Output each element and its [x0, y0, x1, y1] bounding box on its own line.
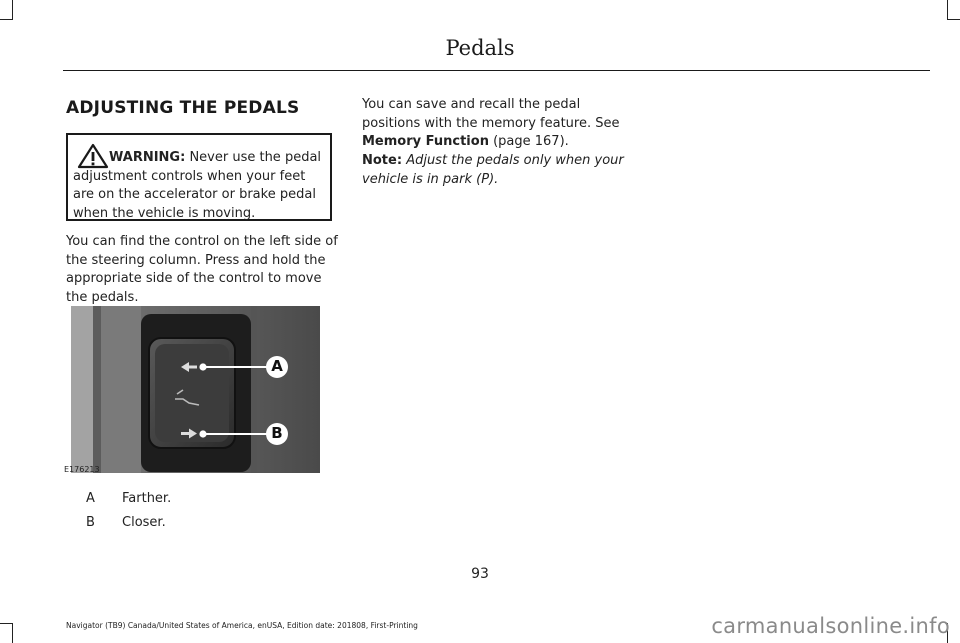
- body-paragraph: You can find the control on the left side of the steering column. Press and hold the appropriate side of the control to move the pedals.: [66, 234, 338, 305]
- crop-mark: [0, 623, 13, 624]
- note-text: Adjust the pedals only when your vehicle is in park (P).: [362, 153, 624, 187]
- memory-paragraph: [362, 96, 634, 152]
- memory-text: You can save and recall the pedal positions with the memory feature. See: [362, 97, 620, 131]
- note-label: Note:: [362, 153, 403, 168]
- legend-item: [86, 515, 166, 530]
- legend-text: Farther.: [122, 491, 172, 506]
- warning-triangle-icon: [76, 143, 110, 169]
- section-heading: ADJUSTING THE PEDALS: [66, 98, 300, 118]
- crop-mark: [0, 19, 13, 20]
- page-number: 93: [471, 566, 489, 582]
- note-paragraph: [362, 152, 634, 189]
- footer-text: Navigator (TB9) Canada/United States of America, enUSA, Edition date: 201808, First-Printing: [66, 621, 418, 630]
- memory-function-link[interactable]: Memory Function: [362, 134, 489, 149]
- crop-mark: [12, 623, 13, 643]
- crop-mark: [947, 0, 948, 20]
- legend-text: Closer.: [122, 515, 166, 530]
- crop-mark: [947, 19, 960, 20]
- figure-code: E176213: [64, 465, 100, 474]
- legend-letter: A: [86, 491, 95, 506]
- callout-b-label: B: [271, 424, 283, 442]
- warning-box: [66, 133, 332, 221]
- callout-a-label: A: [271, 357, 283, 375]
- crop-mark: [12, 0, 13, 20]
- memory-page-ref: (page 167).: [488, 134, 569, 149]
- legend-letter: B: [86, 515, 95, 530]
- warning-lead: Never use the pedal: [189, 150, 322, 165]
- header-divider: [63, 70, 930, 71]
- watermark: carmanualsonline.info: [711, 614, 950, 638]
- pedal-control-illustration: [71, 306, 320, 473]
- pedal-control-figure: [71, 306, 320, 473]
- legend-item: [86, 491, 171, 506]
- warning-text: adjustment controls when your feet are on the accelerator or brake pedal when the vehicle is moving.: [73, 168, 316, 221]
- page-header-title: Pedals: [445, 36, 515, 60]
- warning-label: WARNING:: [109, 150, 186, 165]
